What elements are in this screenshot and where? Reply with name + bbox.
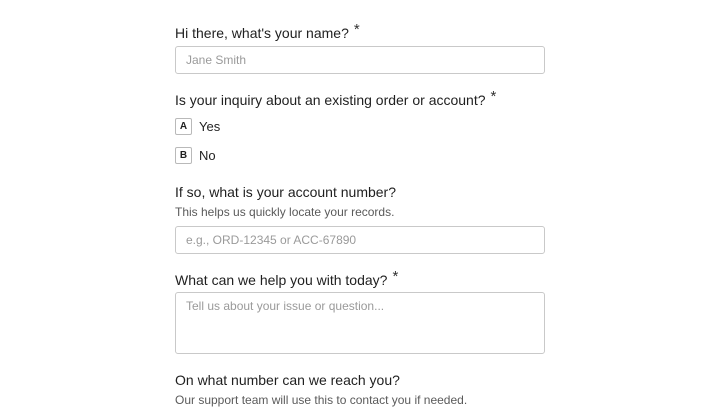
- help-question-text: What can we help you with today?: [175, 272, 388, 288]
- help-textarea[interactable]: [175, 292, 545, 354]
- inquiry-option-yes[interactable]: [175, 118, 220, 135]
- choice-key-badge: B: [175, 147, 192, 164]
- choice-key-badge: A: [175, 118, 192, 135]
- account-question-text: If so, what is your account number?: [175, 184, 396, 200]
- help-question-label: [175, 268, 399, 290]
- account-number-input[interactable]: [175, 226, 545, 254]
- name-input[interactable]: [175, 46, 545, 74]
- account-question-hint: This helps us quickly locate your records.: [175, 205, 395, 219]
- inquiry-question-label: [175, 88, 497, 110]
- phone-question-label: [175, 371, 400, 389]
- required-asterisk: *: [353, 21, 360, 38]
- inquiry-question-text: Is your inquiry about an existing order or account?: [175, 92, 486, 108]
- choice-label: No: [199, 148, 216, 163]
- name-question-text: Hi there, what's your name?: [175, 25, 349, 41]
- required-asterisk: *: [490, 88, 497, 105]
- account-question-label: [175, 183, 396, 201]
- phone-question-hint: Our support team will use this to contact you if needed.: [175, 393, 468, 407]
- name-question-label: [175, 21, 360, 43]
- required-asterisk: *: [392, 268, 399, 285]
- choice-label: Yes: [199, 119, 221, 134]
- phone-question-text: On what number can we reach you?: [175, 372, 400, 388]
- inquiry-option-no[interactable]: [175, 147, 216, 164]
